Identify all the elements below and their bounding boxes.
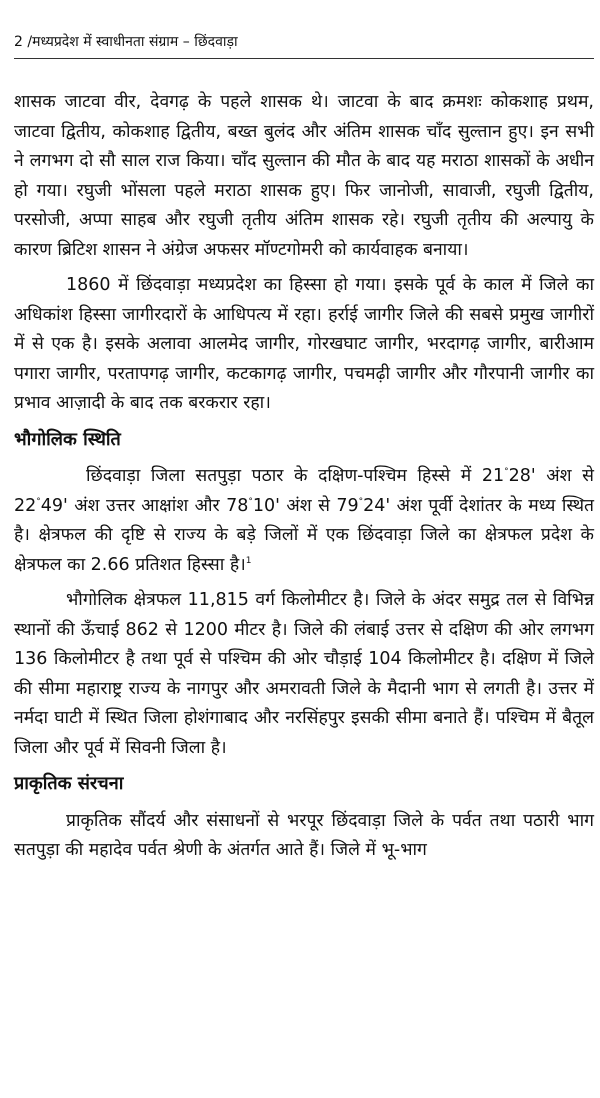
header-rule xyxy=(14,58,594,59)
footnote-marker: 1 xyxy=(245,555,252,566)
degree-mark: ° xyxy=(248,496,253,507)
location-text-3: 49' अंश उत्तर आक्षांश और 78 xyxy=(40,495,249,516)
body-text xyxy=(14,88,594,872)
location-text-1: छिंदवाड़ा जिला सतपुड़ा पठार के दक्षिण-पश्चिम हिस्से में 21 xyxy=(86,466,505,486)
location-text-5: 24' अंश पूर्वी देशांतर के मध्य स्थित है। क्षेत्रफल की दृष्टि से राज्य के बड़े जिलों में एक छिंदवाड़ा जिले का क्षेत्रफल प्रदेश के क्षेत्रफल का 2.66 प्रतिशत हिस्सा है। xyxy=(14,495,594,575)
heading-geographic-location: भौगोलिक स्थिति xyxy=(14,428,121,450)
location-text-4: 10' अंश से 79 xyxy=(252,495,359,516)
degree-mark: ° xyxy=(504,467,509,478)
paragraph-natural-structure: प्राकृतिक सौंदर्य और संसाधनों से भरपूर छिंदवाड़ा जिले के पर्वत तथा पठारी भाग सतपुड़ा की महादेव पर्वत श्रेणी के अंतर्गत आते हैं। जिले में भू-भाग xyxy=(14,810,594,860)
location-text-2: 28' अंश से 22 xyxy=(14,466,594,516)
paragraph-dynasty: शासक जाटवा वीर, देवगढ़ के पहले शासक थे। जाटवा के बाद क्रमशः कोकशाह प्रथम, जाटवा द्वितीय, कोकशाह द्वितीय, बख्त बुलंद और अंतिम शासक चाँद सुल्तान हुए। इन सभी ने लगभग दो सौ साल राज किया। चाँद सुल्तान की मौत के बाद यह मराठा शासकों के अधीन हो गया। रघुजी भोंसला पहले मराठा शासक हुए। फिर जानोजी, सावाजी, रघुजी द्वितीय, परसोजी, अप्पा साहब और रघुजी तृतीय अंतिम शासक रहे। रघुजी तृतीय की अल्पायु के कारण ब्रिटिश शासन ने अंग्रेज अफसर मॉण्टगोमरी को कार्यवाहक बनाया। xyxy=(14,92,594,260)
paragraph-location xyxy=(14,462,594,580)
degree-mark: ° xyxy=(358,496,364,507)
degree-mark: ° xyxy=(36,496,41,507)
heading-natural-structure: प्राकृतिक संरचना xyxy=(14,773,124,794)
paragraph-jagirs: 1860 में छिंदवाड़ा मध्यप्रदेश का हिस्सा हो गया। इसके पूर्व के काल में जिले का अधिकांश हिस्सा जागीरदारों के आधिपत्य में रहा। हर्राई जागीर जिले की सबसे प्रमुख जागीरों में से एक है। इसके अलावा आलमेद जागीर, गोरखघाट जागीर, भरदागढ़ जागीर, बारीआम पगारा जागीर, परतापगढ़ जागीर, कटकागढ़ जागीर, पचमढ़ी जागीर और गौरपानी जागीर का प्रभाव आज़ादी के बाद तक बरकरार रहा। xyxy=(14,275,594,413)
running-header: 2 /मध्यप्रदेश में स्वाधीनता संग्राम – छिंदवाड़ा xyxy=(14,34,238,50)
paragraph-area: भौगोलिक क्षेत्रफल 11,815 वर्ग किलोमीटर है। जिले के अंदर समुद्र तल से विभिन्न स्थानों की ऊँचाई 862 से 1200 मीटर है। जिले की लंबाई उत्तर से दक्षिण की ओर लगभग 136 किलोमीटर है तथा पूर्व से पश्चिम की ओर चौड़ाई 104 किलोमीटर है। दक्षिण में जिले की सीमा महाराष्ट्र राज्य के नागपुर और अमरावती जिले के मैदानी भाग से लगती है। उत्तर में नर्मदा घाटी में स्थित जिला होशंगाबाद और नरसिंहपुर इसकी सीमा बनाते हैं। पश्चिम में बैतूल जिला और पूर्व में सिवनी जिला है। xyxy=(14,590,594,758)
